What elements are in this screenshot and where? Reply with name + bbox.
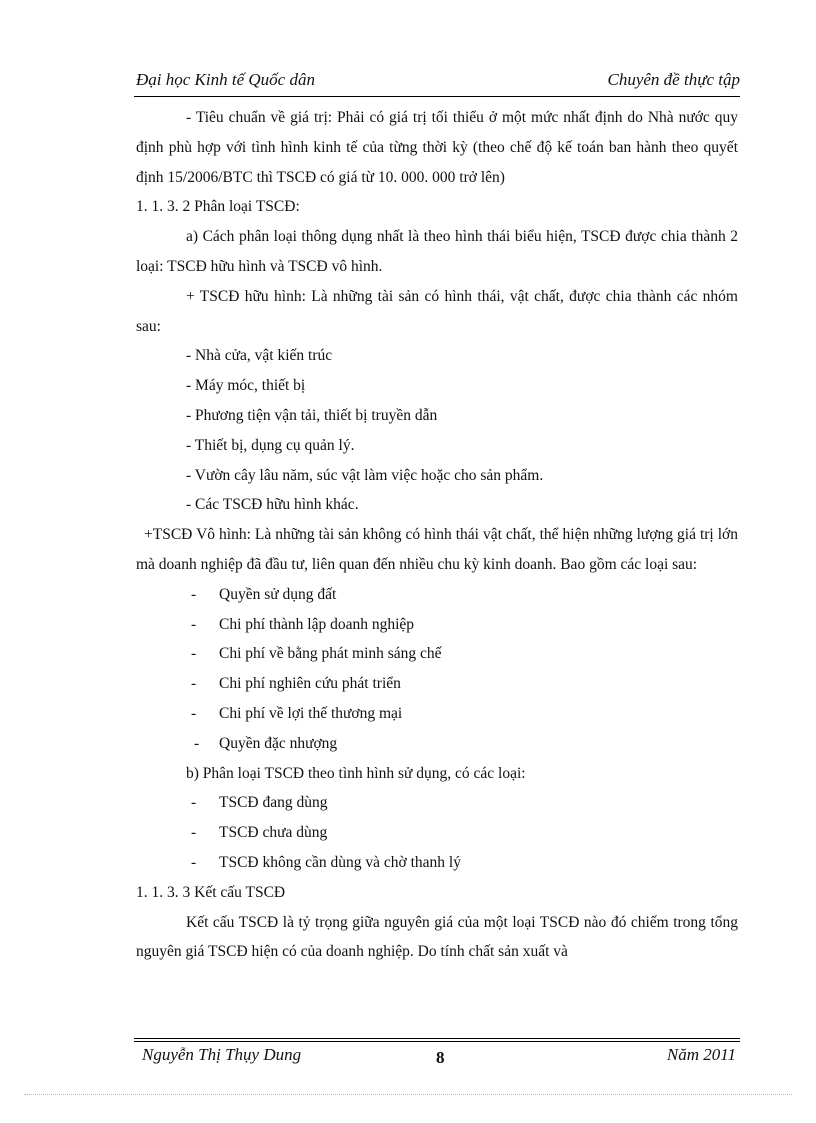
list-item xyxy=(136,610,738,640)
footer-author: Nguyễn Thị Thụy Dung xyxy=(142,1045,302,1064)
usage-list xyxy=(136,788,738,877)
header-university: Đại học Kinh tế Quốc dân xyxy=(136,70,315,89)
document-body xyxy=(136,103,738,967)
paragraph-intangible-assets: +TSCĐ Vô hình: Là những tài sản không có hình thái vật chất, thể hiện những lượng giá trị lớn mà doanh nghiệp đã đầu tư, liên quan đến nhiều chu kỳ kinh doanh. Bao gồm các loại sau: xyxy=(136,526,738,573)
list-item xyxy=(136,729,738,759)
header-report-title: Chuyên đề thực tập xyxy=(607,70,740,89)
list-item xyxy=(136,699,738,729)
header-rule xyxy=(134,96,740,97)
footer-year: Năm 2011 xyxy=(666,1045,736,1064)
list-item: - Thiết bị, dụng cụ quản lý. xyxy=(186,436,355,454)
list-item-text: Quyền sử dụng đất xyxy=(219,585,337,603)
dash-marker: - xyxy=(191,824,197,842)
section-heading-classification: 1. 1. 3. 2 Phân loại TSCĐ: xyxy=(136,198,300,216)
dash-marker: - xyxy=(191,645,197,663)
list-item: - Các TSCĐ hữu hình khác. xyxy=(186,496,359,514)
dash-marker: - xyxy=(191,794,197,812)
page-footer xyxy=(134,1045,740,1071)
list-item: - Vườn cây lâu năm, súc vật làm việc hoặc cho sản phẩm. xyxy=(186,466,544,484)
footer-rule xyxy=(134,1038,740,1039)
paragraph-classification-a: a) Cách phân loại thông dụng nhất là theo hình thái biểu hiện, TSCĐ được chia thành 2 loại: TSCĐ hữu hình và TSCĐ vô hình. xyxy=(136,228,738,275)
paragraph-tangible-assets: + TSCĐ hữu hình: Là những tài sản có hình thái, vật chất, được chia thành các nhóm sau: xyxy=(136,287,738,335)
list-item-text: TSCĐ không cần dùng và chờ thanh lý xyxy=(219,853,461,871)
page-number: 8 xyxy=(436,1048,445,1067)
paragraph-value-criterion: - Tiêu chuẩn về giá trị: Phải có giá trị tối thiểu ở một mức nhất định do Nhà nước quy định phù hợp với tình hình kinh tế của từng thời kỳ (theo chế độ kế toán ban hành theo quyết định 15/2006/BTC thì TSCĐ có giá từ 10. 000. 000 trở lên) xyxy=(136,109,738,186)
list-item xyxy=(136,580,738,610)
list-item-text: Chi phí nghiên cứu phát triển xyxy=(219,675,401,693)
paragraph-classification-b: b) Phân loại TSCĐ theo tình hình sử dụng, có các loại: xyxy=(186,764,526,782)
dash-marker: - xyxy=(191,853,197,871)
list-item xyxy=(136,818,738,848)
list-item-text: Chi phí thành lập doanh nghiệp xyxy=(219,615,415,633)
intangible-list xyxy=(136,580,738,759)
list-item: - Phương tiện vận tải, thiết bị truyền dẫn xyxy=(186,406,438,424)
dash-marker: - xyxy=(191,675,197,693)
list-item-text: Chi phí về lợi thế thương mại xyxy=(219,704,403,722)
list-item-text: Quyền đặc nhượng xyxy=(219,734,338,752)
list-item xyxy=(136,788,738,818)
list-item xyxy=(136,848,738,878)
footer-rule-double xyxy=(134,1041,740,1042)
page-edge-dotted-line xyxy=(24,1094,792,1095)
dash-marker: - xyxy=(191,585,197,603)
dash-marker: - xyxy=(194,734,200,752)
page-header xyxy=(134,70,740,94)
list-item: - Nhà cửa, vật kiến trúc xyxy=(186,347,333,365)
dash-marker: - xyxy=(191,615,197,633)
list-item xyxy=(136,669,738,699)
paragraph-structure: Kết cấu TSCĐ là tỷ trọng giữa nguyên giá của một loại TSCĐ nào đó chiếm trong tổng nguyên giá TSCĐ hiện có của doanh nghiệp. Do tính chất sản xuất và xyxy=(136,913,738,961)
section-heading-structure: 1. 1. 3. 3 Kết cấu TSCĐ xyxy=(136,883,286,901)
list-item-text: TSCĐ chưa dùng xyxy=(219,824,328,842)
list-item: - Máy móc, thiết bị xyxy=(186,377,306,395)
dash-marker: - xyxy=(191,704,197,722)
list-item-text: TSCĐ đang dùng xyxy=(219,794,328,812)
list-item xyxy=(136,639,738,669)
list-item-text: Chi phí về bằng phát minh sáng chế xyxy=(219,645,442,663)
